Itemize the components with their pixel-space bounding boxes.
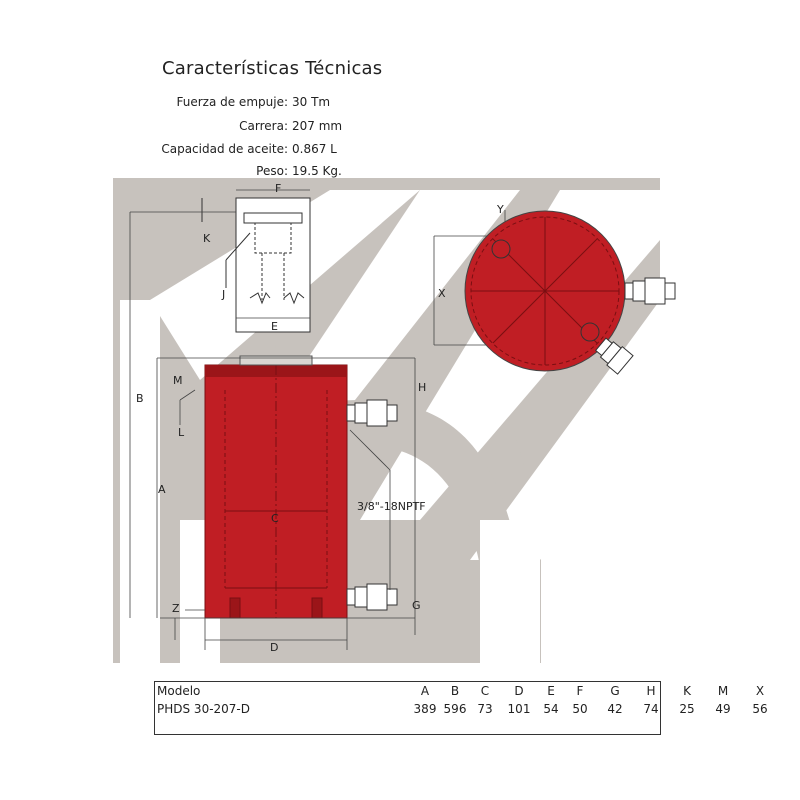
table-cell: 54 (543, 702, 559, 716)
table-header-cell: X (755, 684, 765, 698)
dim-label-f: F (275, 182, 282, 195)
table-header-cell: G (610, 684, 620, 698)
spec-label: Fuerza de empuje: (176, 95, 288, 109)
table-header-row (155, 684, 765, 701)
table-cell: 73 (477, 702, 493, 716)
table-row (155, 702, 768, 719)
dim-label-x: X (438, 287, 446, 300)
dim-label-h: H (418, 381, 427, 394)
spec-value: 19.5 Kg. (292, 164, 342, 178)
dim-label-c: C (271, 512, 279, 525)
dim-label-k: K (203, 232, 211, 245)
dim-label-e: E (271, 320, 278, 333)
table-cell: 389 (413, 702, 437, 716)
cylinder-body (205, 356, 347, 618)
spec-label: Carrera: (239, 119, 288, 133)
dim-label-b: B (136, 392, 144, 405)
table-cell: 101 (507, 702, 531, 716)
dimensions-table (154, 681, 768, 735)
page-title: Características Técnicas (162, 58, 383, 79)
table-cell: 596 (443, 702, 467, 716)
table-cell: 42 (607, 702, 623, 716)
table-cell: 74 (643, 702, 659, 716)
table-cell: 25 (679, 702, 695, 716)
table-cell: 56 (752, 702, 768, 716)
table-cell: PHDS 30-207-D (157, 702, 251, 716)
table-header-cell: E (547, 684, 555, 698)
dim-label-y: Y (497, 203, 504, 216)
spec-value: 30 Tm (292, 95, 331, 109)
spec-value: 207 mm (292, 119, 343, 133)
spec-label: Capacidad de aceite: (161, 142, 288, 156)
dim-label-m: M (173, 374, 183, 387)
dim-label-d: D (270, 641, 279, 654)
dim-label-z: Z (172, 602, 180, 615)
table-header-cell: B (450, 684, 460, 698)
dim-label-a: A (158, 483, 166, 496)
spec-value: 0.867 L (292, 142, 337, 156)
table-header-cell: C (480, 684, 490, 698)
spec-label: Peso: (256, 164, 288, 178)
table-header-cell: A (420, 684, 430, 698)
table-header-cell: D (514, 684, 524, 698)
table-header-cell: M (717, 684, 729, 698)
table-header-cell: H (646, 684, 656, 698)
dim-label-g: G (412, 599, 421, 612)
thread-label: 3/8"-18NPTF (357, 500, 426, 513)
table-header-cell: F (576, 684, 584, 698)
table-cell: 50 (572, 702, 588, 716)
dim-label-j: J (222, 288, 226, 301)
dim-label-l: L (178, 426, 185, 439)
table-cell: 49 (715, 702, 731, 716)
circle-coupler-right (625, 278, 675, 304)
table-header-cell: Modelo (157, 684, 201, 698)
table-header-cell: K (683, 684, 691, 698)
